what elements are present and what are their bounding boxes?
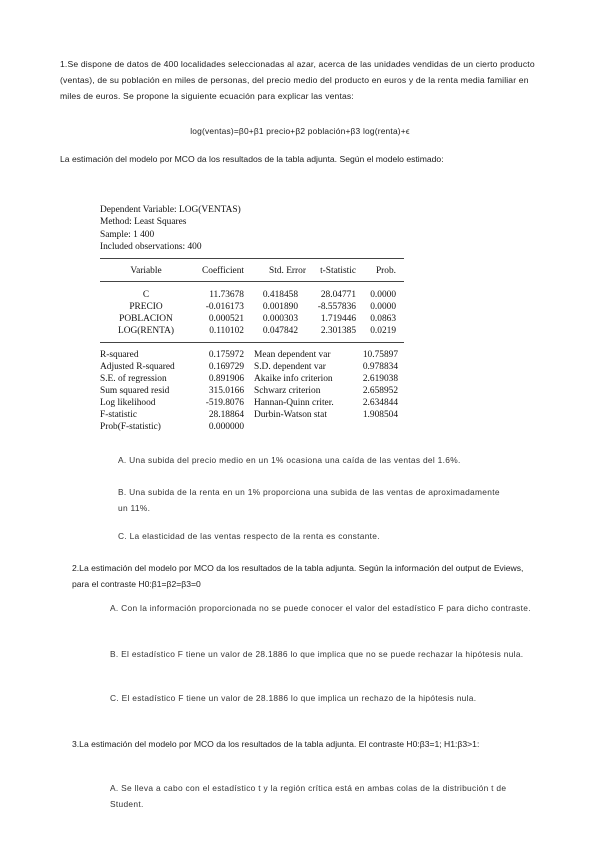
row-std-error: 0.418458 — [262, 290, 298, 300]
stat-label: Prob(F-statistic) — [100, 422, 161, 432]
stat-value-right: 10.75897 — [362, 350, 398, 360]
row-coefficient: 11.73678 — [209, 290, 244, 300]
row-std-error: 0.000303 — [262, 314, 298, 324]
stat-value-right: 2.658952 — [362, 386, 398, 396]
row-variable: POBLACION — [119, 314, 173, 324]
q1-option-b[interactable]: B. Una subida de la renta en un 1% proporciona una subida de las ventas de aproximadamente un 11%. — [118, 487, 500, 513]
table-rule-top — [100, 258, 404, 259]
stat-label-right: Akaike info criterion — [254, 374, 333, 384]
col-prob: Prob. — [375, 266, 396, 276]
model-equation: log(ventas)=β0+β1 precio+β2 población+β3 log(renta)+ϵ — [190, 126, 410, 136]
stat-label: F-statistic — [100, 410, 137, 420]
stat-value-right: 2.619038 — [362, 374, 398, 384]
stat-label: R-squared — [100, 350, 139, 360]
row-prob: 0.0000 — [370, 290, 396, 300]
stat-value: 28.18864 — [208, 410, 244, 420]
output-header — [100, 204, 404, 253]
row-coefficient: 0.000521 — [208, 314, 244, 324]
row-std-error: 0.047842 — [262, 326, 298, 336]
stat-label: Adjusted R-squared — [100, 362, 175, 372]
stat-label-right: Hannan-Quinn criter. — [254, 398, 334, 408]
row-t-statistic: -8.557836 — [317, 302, 356, 312]
q2-option-a[interactable]: A. Con la información proporcionada no se puede conocer el valor del estadístico F para dicho contraste. — [110, 603, 531, 613]
stat-label-right: Mean dependent var — [254, 350, 331, 360]
row-std-error: 0.001890 — [262, 302, 298, 312]
stat-value: 0.169729 — [208, 362, 244, 372]
row-coefficient: 0.110102 — [209, 326, 244, 336]
question-2-text: 2.La estimación del modelo por MCO da los resultados de la tabla adjunta. Según la información del output de Eviews, para el contraste H0:β1=β2=β3=0 — [72, 563, 524, 589]
q2-option-c[interactable]: C. El estadístico F tiene un valor de 28.1886 lo que implica un rechazo de la hipótesis nula. — [110, 693, 477, 703]
stat-value-right: 2.634844 — [362, 398, 398, 408]
col-variable: Variable — [130, 266, 162, 276]
col-coefficient: Coefficient — [202, 266, 244, 276]
col-std-error: Std. Error — [269, 266, 306, 276]
question-1-text: 1.Se dispone de datos de 400 localidades seleccionadas al azar, acerca de las unidades vendidas de un cierto producto (ventas), de su población en miles de personas, del precio medio del producto en euros y de la renta media familiar en miles de euros. Se propone la siguiente ecuación para explicar las ventas: — [60, 59, 535, 101]
q1-option-c[interactable]: C. La elasticidad de las ventas respecto de la renta es constante. — [118, 531, 380, 541]
row-coefficient: -0.016173 — [205, 302, 244, 312]
row-t-statistic: 1.719446 — [320, 314, 356, 324]
stat-value-right: 1.908504 — [362, 410, 398, 420]
row-t-statistic: 2.301385 — [320, 326, 356, 336]
stat-value: 315.0166 — [208, 386, 244, 396]
stat-value: 0.891906 — [208, 374, 244, 384]
regression-output — [100, 204, 404, 432]
included-observations: Included observations: 400 — [100, 241, 202, 252]
table-rule-bottom — [100, 342, 404, 343]
stat-label: S.E. of regression — [100, 374, 167, 384]
stat-label-right: Durbin-Watson stat — [254, 410, 327, 420]
stat-label: Sum squared resid — [100, 386, 170, 396]
table-rule-mid — [100, 281, 404, 282]
col-t-statistic: t-Statistic — [320, 266, 356, 276]
dependent-variable: Dependent Variable: LOG(VENTAS) — [100, 205, 241, 215]
method: Method: Least Squares — [100, 217, 187, 228]
row-variable: PRECIO — [129, 302, 163, 312]
row-prob: 0.0863 — [370, 314, 396, 324]
question-3-text: 3.La estimación del modelo por MCO da los resultados de la tabla adjunta. El contraste H0:β3=1; H1:β3>1: — [72, 739, 480, 749]
q3-option-a[interactable]: A. Se lleva a cabo con el estadístico t y la región crítica está en ambas colas de la distribución t de Student. — [110, 783, 507, 809]
row-t-statistic: 28.04771 — [320, 290, 356, 300]
row-prob: 0.0219 — [370, 326, 396, 336]
sample: Sample: 1 400 — [100, 229, 155, 240]
stat-label-right: S.D. dependent var — [254, 362, 326, 372]
row-prob: 0.0000 — [370, 302, 396, 312]
stat-value: 0.175972 — [208, 350, 244, 360]
row-variable: C — [142, 290, 150, 300]
q1-option-a[interactable]: A. Una subida del precio medio en un 1% ocasiona una caída de las ventas del 1.6%. — [118, 455, 461, 465]
stat-value: 0.000000 — [208, 422, 244, 432]
row-variable: LOG(RENTA) — [117, 326, 174, 336]
stat-label: Log likelihood — [100, 398, 156, 408]
stat-value: -519.8076 — [205, 398, 244, 408]
q2-option-b[interactable]: B. El estadístico F tiene un valor de 28.1886 lo que implica que no se puede rechazar la hipótesis nula. — [110, 649, 524, 659]
stat-label-right: Schwarz criterion — [254, 386, 321, 396]
stat-value-right: 0.978834 — [362, 362, 398, 372]
question-1-intro: La estimación del modelo por MCO da los resultados de la tabla adjunta. Según el modelo estimado: — [60, 154, 444, 164]
